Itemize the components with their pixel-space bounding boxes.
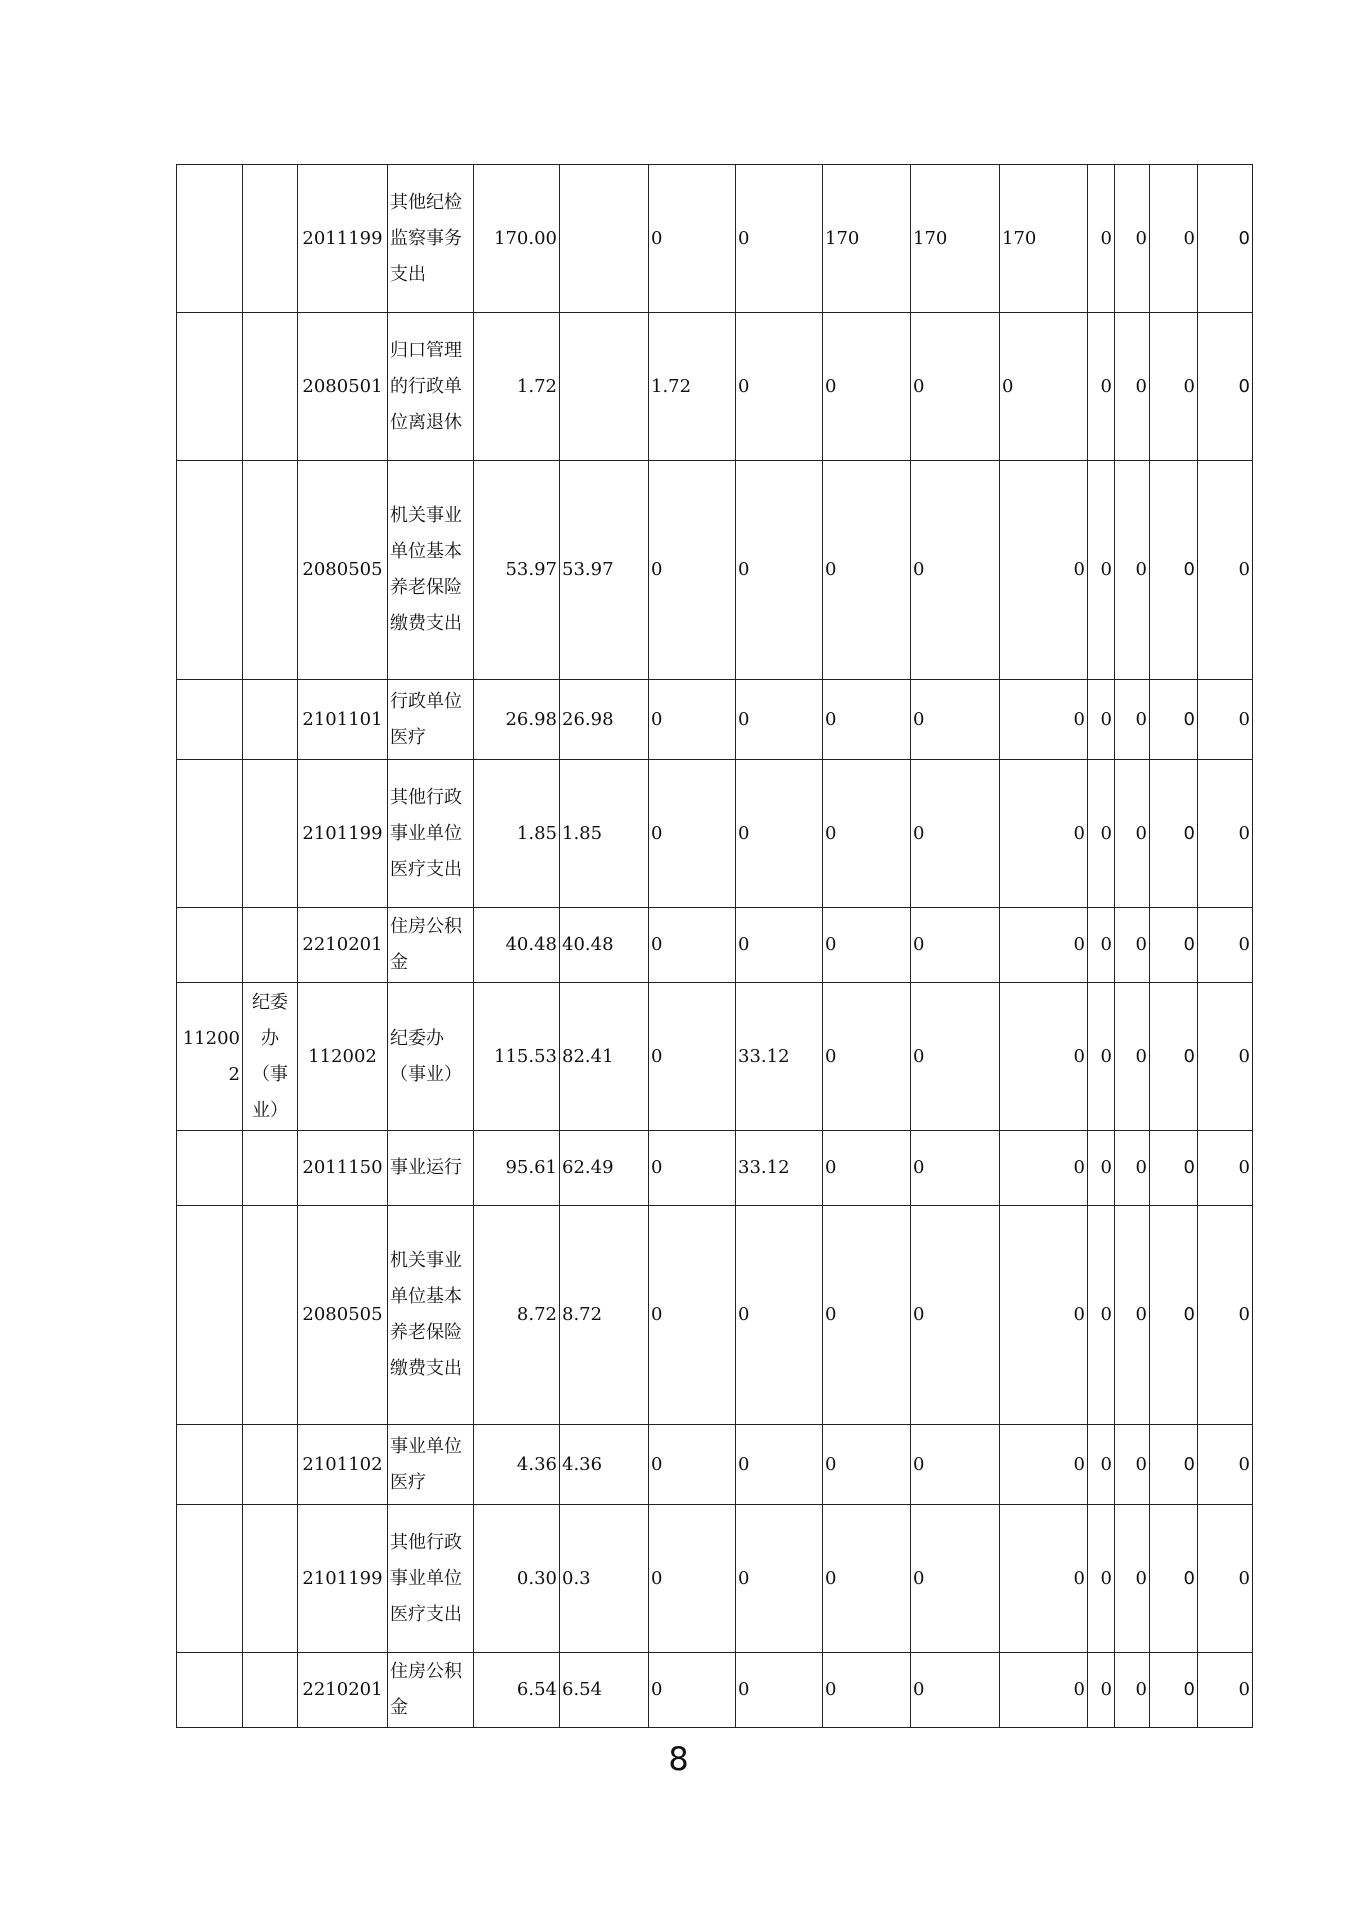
cell-c7: 0 (1000, 1425, 1088, 1505)
cell-c4: 0 (736, 1206, 823, 1425)
cell-c11: 0 (1198, 1653, 1253, 1728)
cell-c5: 0 (823, 680, 911, 760)
cell-item-name (388, 1505, 474, 1653)
cell-c3: 0 (649, 1653, 736, 1728)
cell-c9: 0 (1115, 1425, 1150, 1505)
cell-c4: 0 (736, 461, 823, 680)
cell-c8: 0 (1088, 1505, 1115, 1653)
cell-c6: 0 (911, 1505, 1000, 1653)
cell-c10: 0 (1150, 313, 1198, 461)
cell-c7: 0 (1000, 983, 1088, 1131)
cell-c5: 0 (823, 760, 911, 908)
item-name-text: 归口管理的行政单位离退休 (390, 339, 462, 433)
cell-unit-name (243, 313, 298, 461)
cell-c9: 0 (1115, 760, 1150, 908)
cell-item-name (388, 983, 474, 1131)
cell-item-name (388, 908, 474, 983)
cell-c8: 0 (1088, 165, 1115, 313)
cell-basic: 6.54 (560, 1653, 649, 1728)
cell-item-name (388, 461, 474, 680)
cell-c10: 0 (1150, 1206, 1198, 1425)
cell-total: 115.53 (474, 983, 560, 1131)
cell-basic: 1.85 (560, 760, 649, 908)
cell-c10: 0 (1150, 760, 1198, 908)
cell-c4: 0 (736, 760, 823, 908)
cell-unit-code: 112002 (177, 983, 243, 1131)
cell-c3: 0 (649, 1206, 736, 1425)
cell-c11: 0 (1198, 313, 1253, 461)
cell-basic (560, 313, 649, 461)
cell-c8: 0 (1088, 461, 1115, 680)
cell-unit-code (177, 1206, 243, 1425)
cell-c6: 0 (911, 1425, 1000, 1505)
cell-total: 95.61 (474, 1131, 560, 1206)
cell-c4: 0 (736, 1505, 823, 1653)
cell-total: 1.72 (474, 313, 560, 461)
table-body (177, 165, 1253, 1728)
cell-unit-code (177, 313, 243, 461)
cell-c3: 0 (649, 1131, 736, 1206)
cell-unit-name (243, 680, 298, 760)
item-name-text: 其他行政事业单位医疗支出 (390, 1531, 462, 1625)
cell-c6: 0 (911, 983, 1000, 1131)
cell-c9: 0 (1115, 461, 1150, 680)
table-row (177, 1206, 1253, 1425)
cell-item-code: 2080501 (298, 313, 388, 461)
cell-c9: 0 (1115, 165, 1150, 313)
cell-basic: 40.48 (560, 908, 649, 983)
cell-c9: 0 (1115, 1653, 1150, 1728)
cell-c6: 0 (911, 908, 1000, 983)
cell-item-code: 2101199 (298, 1505, 388, 1653)
cell-c8: 0 (1088, 908, 1115, 983)
cell-c3: 0 (649, 461, 736, 680)
cell-item-name (388, 760, 474, 908)
cell-c7: 170 (1000, 165, 1088, 313)
table-row (177, 1653, 1253, 1728)
item-name-text: 行政单位医疗 (390, 690, 462, 748)
cell-c8: 0 (1088, 983, 1115, 1131)
cell-c5: 0 (823, 1206, 911, 1425)
cell-c4: 0 (736, 313, 823, 461)
cell-c7: 0 (1000, 908, 1088, 983)
cell-c3: 0 (649, 760, 736, 908)
cell-item-name (388, 1131, 474, 1206)
cell-c9: 0 (1115, 1131, 1150, 1206)
cell-c10: 0 (1150, 1505, 1198, 1653)
cell-c4: 0 (736, 680, 823, 760)
cell-unit-code (177, 1131, 243, 1206)
cell-total: 26.98 (474, 680, 560, 760)
cell-c3: 1.72 (649, 313, 736, 461)
cell-c6: 0 (911, 1653, 1000, 1728)
cell-c5: 0 (823, 1505, 911, 1653)
cell-item-code: 2210201 (298, 908, 388, 983)
cell-unit-name (243, 165, 298, 313)
cell-c3: 0 (649, 983, 736, 1131)
cell-c10: 0 (1150, 461, 1198, 680)
cell-c6: 0 (911, 461, 1000, 680)
unit-name-text: 纪委办（事业） (252, 991, 288, 1121)
budget-table (176, 164, 1253, 1728)
cell-basic: 62.49 (560, 1131, 649, 1206)
cell-unit-name (243, 983, 298, 1131)
cell-unit-code (177, 1425, 243, 1505)
cell-basic: 0.3 (560, 1505, 649, 1653)
cell-c11: 0 (1198, 1505, 1253, 1653)
cell-c9: 0 (1115, 680, 1150, 760)
cell-total: 53.97 (474, 461, 560, 680)
cell-c7: 0 (1000, 1131, 1088, 1206)
cell-c9: 0 (1115, 313, 1150, 461)
cell-c8: 0 (1088, 680, 1115, 760)
cell-total: 1.85 (474, 760, 560, 908)
cell-unit-name (243, 1505, 298, 1653)
cell-unit-name (243, 461, 298, 680)
cell-c5: 0 (823, 908, 911, 983)
cell-c4: 33.12 (736, 1131, 823, 1206)
cell-c8: 0 (1088, 313, 1115, 461)
cell-unit-code (177, 908, 243, 983)
table-row (177, 680, 1253, 760)
cell-c6: 0 (911, 1206, 1000, 1425)
cell-c11: 0 (1198, 461, 1253, 680)
cell-c3: 0 (649, 908, 736, 983)
cell-item-name (388, 313, 474, 461)
cell-item-name (388, 1425, 474, 1505)
cell-item-name (388, 680, 474, 760)
page-number: 8 (668, 1740, 689, 1778)
cell-c7: 0 (1000, 1505, 1088, 1653)
cell-total: 0.30 (474, 1505, 560, 1653)
cell-unit-name (243, 1206, 298, 1425)
cell-item-code: 2011199 (298, 165, 388, 313)
cell-c3: 0 (649, 165, 736, 313)
cell-c11: 0 (1198, 1425, 1253, 1505)
cell-unit-name (243, 1131, 298, 1206)
cell-unit-name (243, 1653, 298, 1728)
cell-unit-code (177, 461, 243, 680)
cell-c3: 0 (649, 1425, 736, 1505)
cell-total: 6.54 (474, 1653, 560, 1728)
cell-item-name (388, 165, 474, 313)
cell-item-code: 2080505 (298, 1206, 388, 1425)
cell-total: 40.48 (474, 908, 560, 983)
item-name-text: 机关事业单位基本养老保险缴费支出 (390, 1250, 462, 1379)
cell-c11: 0 (1198, 908, 1253, 983)
cell-item-code: 2210201 (298, 1653, 388, 1728)
cell-c9: 0 (1115, 1206, 1150, 1425)
cell-c5: 0 (823, 313, 911, 461)
cell-basic: 53.97 (560, 461, 649, 680)
cell-c4: 0 (736, 908, 823, 983)
cell-c11: 0 (1198, 983, 1253, 1131)
cell-c4: 33.12 (736, 983, 823, 1131)
cell-c10: 0 (1150, 983, 1198, 1131)
cell-c8: 0 (1088, 1425, 1115, 1505)
cell-c11: 0 (1198, 165, 1253, 313)
cell-item-code: 2101101 (298, 680, 388, 760)
cell-unit-code (177, 680, 243, 760)
cell-c10: 0 (1150, 908, 1198, 983)
cell-c11: 0 (1198, 680, 1253, 760)
cell-c9: 0 (1115, 908, 1150, 983)
cell-c6: 170 (911, 165, 1000, 313)
cell-c7: 0 (1000, 313, 1088, 461)
cell-total: 8.72 (474, 1206, 560, 1425)
cell-c4: 0 (736, 165, 823, 313)
cell-unit-name (243, 1425, 298, 1505)
cell-c5: 0 (823, 1425, 911, 1505)
cell-item-code: 2101102 (298, 1425, 388, 1505)
cell-c10: 0 (1150, 1131, 1198, 1206)
cell-c7: 0 (1000, 1653, 1088, 1728)
cell-c8: 0 (1088, 1206, 1115, 1425)
cell-c7: 0 (1000, 760, 1088, 908)
cell-item-code: 112002 (298, 983, 388, 1131)
table-row (177, 461, 1253, 680)
cell-c7: 0 (1000, 461, 1088, 680)
cell-c5: 0 (823, 461, 911, 680)
table-row (177, 165, 1253, 313)
item-name-text: 其他纪检监察事务支出 (390, 191, 462, 285)
cell-c4: 0 (736, 1425, 823, 1505)
cell-unit-name (243, 908, 298, 983)
cell-c6: 0 (911, 760, 1000, 908)
cell-c5: 0 (823, 1653, 911, 1728)
table-row (177, 1131, 1253, 1206)
cell-c11: 0 (1198, 1131, 1253, 1206)
cell-c8: 0 (1088, 1653, 1115, 1728)
table-row (177, 760, 1253, 908)
cell-basic: 8.72 (560, 1206, 649, 1425)
cell-c10: 0 (1150, 680, 1198, 760)
cell-item-name (388, 1206, 474, 1425)
cell-c6: 0 (911, 313, 1000, 461)
cell-item-name (388, 1653, 474, 1728)
item-name-text: 机关事业单位基本养老保险缴费支出 (390, 505, 462, 634)
cell-c6: 0 (911, 680, 1000, 760)
item-name-text: 住房公积金 (390, 1661, 462, 1718)
cell-c10: 0 (1150, 1425, 1198, 1505)
item-name-text: 事业单位医疗 (390, 1435, 462, 1493)
cell-item-code: 2101199 (298, 760, 388, 908)
cell-c7: 0 (1000, 1206, 1088, 1425)
cell-unit-code (177, 1653, 243, 1728)
cell-total: 170.00 (474, 165, 560, 313)
table-row (177, 313, 1253, 461)
cell-c9: 0 (1115, 1505, 1150, 1653)
table-row (177, 983, 1253, 1131)
cell-unit-code (177, 165, 243, 313)
cell-c10: 0 (1150, 1653, 1198, 1728)
cell-unit-name (243, 760, 298, 908)
cell-c11: 0 (1198, 760, 1253, 908)
cell-c3: 0 (649, 680, 736, 760)
cell-c10: 0 (1150, 165, 1198, 313)
cell-unit-code (177, 760, 243, 908)
item-name-text: 纪委办（事业） (390, 1027, 462, 1085)
cell-basic: 82.41 (560, 983, 649, 1131)
cell-c8: 0 (1088, 760, 1115, 908)
item-name-text: 住房公积金 (390, 916, 462, 973)
cell-c7: 0 (1000, 680, 1088, 760)
cell-c3: 0 (649, 1505, 736, 1653)
table-row (177, 1425, 1253, 1505)
cell-unit-code (177, 1505, 243, 1653)
cell-c9: 0 (1115, 983, 1150, 1131)
cell-basic (560, 165, 649, 313)
cell-c5: 0 (823, 1131, 911, 1206)
cell-c8: 0 (1088, 1131, 1115, 1206)
cell-c5: 0 (823, 983, 911, 1131)
item-name-text: 事业运行 (390, 1157, 462, 1178)
cell-item-code: 2080505 (298, 461, 388, 680)
table-row (177, 1505, 1253, 1653)
cell-basic: 4.36 (560, 1425, 649, 1505)
cell-basic: 26.98 (560, 680, 649, 760)
cell-c11: 0 (1198, 1206, 1253, 1425)
cell-c5: 170 (823, 165, 911, 313)
cell-c4: 0 (736, 1653, 823, 1728)
table-row (177, 908, 1253, 983)
item-name-text: 其他行政事业单位医疗支出 (390, 786, 462, 880)
cell-c6: 0 (911, 1131, 1000, 1206)
cell-item-code: 2011150 (298, 1131, 388, 1206)
cell-total: 4.36 (474, 1425, 560, 1505)
